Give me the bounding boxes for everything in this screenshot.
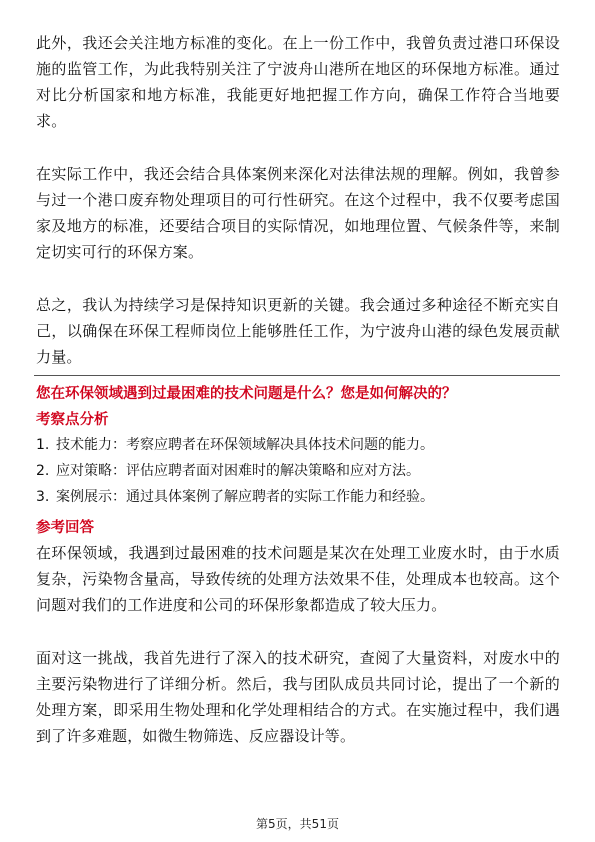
document-body [36,30,560,749]
list-item [36,458,560,484]
analysis-heading: 考察点分析 [36,412,109,428]
answer-paragraph-problem: 在环保领域，我遇到过最困难的技术问题是某次在处理工业废水时，由于水质复杂，污染物含量高，导致传统的处理方法效果不佳，处理成本也较高。这个问题对我们的工作进度和公司的环保形象都造成了较大压力。 [36,544,560,614]
list-item [36,484,560,510]
section-divider [34,375,560,376]
analysis-list [36,432,560,510]
list-item-text: 案例展示：通过具体案例了解应聘者的实际工作能力和经验。 [56,489,434,505]
list-item-number: 1. [36,437,50,453]
answer-paragraph-solution: 面对这一挑战，我首先进行了深入的技术研究，查阅了大量资料，对废水中的主要污染物进行了详细分析。然后，我与团队成员共同讨论，提出了一个新的处理方案，即采用生物处理和化学处理相结合的方式。在实施过程中，我们遇到了许多难题，如微生物筛选、反应器设计等。 [36,649,560,745]
list-item-text: 应对策略：评估应聘者面对困难时的解决策略和应对方法。 [56,463,420,479]
list-item-number: 2. [36,463,50,479]
answer-heading: 参考回答 [36,520,94,536]
page-number: 第5页，共51页 [256,817,339,831]
paragraph-local-standards: 此外，我还会关注地方标准的变化。在上一份工作中，我曾负责过港口环保设施的监管工作，为此我特别关注了宁波舟山港所在地区的环保地方标准。通过对比分析国家和地方标准，我能更好地把握工作方向，确保工作符合当地要求。 [36,34,560,130]
list-item-text: 技术能力：考察应聘者在环保领域解决具体技术问题的能力。 [56,437,434,453]
list-item-number: 3. [36,489,50,505]
list-item [36,432,560,458]
paragraph-conclusion: 总之，我认为持续学习是保持知识更新的关键。我会通过多种途径不断充实自己，以确保在环保工程师岗位上能够胜任工作，为宁波舟山港的绿色发展贡献力量。 [36,296,560,366]
question-heading: 您在环保领域遇到过最困难的技术问题是什么？您是如何解决的？ [36,386,457,402]
paragraph-case-study: 在实际工作中，我还会结合具体案例来深化对法律法规的理解。例如，我曾参与过一个港口废弃物处理项目的可行性研究。在这个过程中，我不仅要考虑国家及地方的标准，还要结合项目的实际情况，如地理位置、气候条件等，来制定切实可行的环保方案。 [36,165,560,261]
